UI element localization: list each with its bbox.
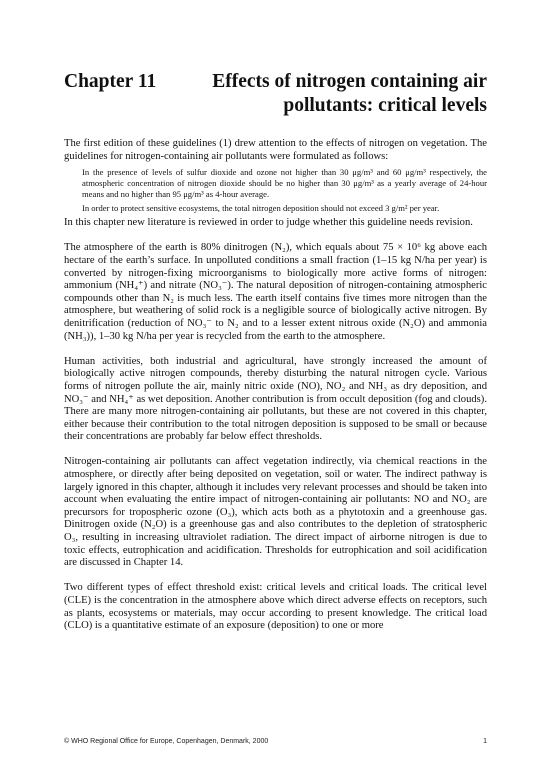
paragraph-thresholds: Two different types of effect threshold exist: critical levels and critical loads. The critical level (CLE) is the concentration in the atmosphere above which direct adverse effects on receptors, such as plants, ecosystems or materials, may occur according to present knowledge. The critical load (CLO) is a quantitative estimate of an exposure (deposition) to one or more [64, 582, 487, 632]
intro-paragraph: The first edition of these guidelines (1) drew attention to the effects of nitrogen on vegetation. The guidelines for nitrogen-containing air pollutants were formulated as follows: [64, 138, 487, 162]
page-number: 1 [483, 738, 487, 745]
paragraph-atmosphere: The atmosphere of the earth is 80% dinitrogen (N₂), which equals about 75 × 10⁶ kg above each hectare of the earth’s surface. In unpolluted conditions a small fraction (1–15 kg N/ha per year) is converted by nitrogen-fixing microorganisms to biologically more active forms of nitrogen: ammonium (NH₄⁺) and nitrate (NO₃⁻). The natural deposition of nitrogen-containing atmospheric compounds other than N₂ is much less. The earth itself contains five times more nitrogen than the atmosphere, but weathering of solid rock is a negligible source of biologically active nitrogen. By denitrification (reduction of NO₃⁻ to N₂ and to a lesser extent nitrous oxide (N₂O) and ammonia (NH₃)), 1–30 kg N/ha per year is recycled from the earth to the atmosphere. [64, 242, 487, 342]
copyright-text: © WHO Regional Office for Europe, Copenhagen, Denmark, 2000 [64, 738, 269, 745]
guideline-quote-no2: In the presence of levels of sulfur dioxide and ozone not higher than 30 μg/m³ and 60 μg/m³ respectively, the atmospheric concentration of nitrogen dioxide should be no higher than 30 μg/m³ as a yearly average of 24-hour means and no higher than 95 μg/m³ as 4-hour average. [82, 167, 487, 200]
chapter-number: Chapter 11 [64, 71, 157, 92]
paragraph-human-activities: Human activities, both industrial and agricultural, have strongly increased the amount of biologically active nitrogen compounds, thereby disturbing the natural nitrogen cycle. Various forms of nitrogen pollute the air, mainly nitric oxide (NO), NO₂ and NH₃ as dry deposition, and NO₃⁻ and NH₄⁺ as wet deposition. Another contribution is from occult deposition (fog and clouds). There are many more nitrogen-containing air pollutants, but these are not covered in this chapter, either because their contribution to the total nitrogen deposition is supposed to be small or because their concentrations are probably far below effect thresholds. [64, 355, 487, 443]
document-body [64, 138, 487, 645]
guideline-quote-deposition: In order to protect sensitive ecosystems, the total nitrogen deposition should not exceed 3 g/m² per year. [82, 203, 440, 214]
page-footer [64, 738, 487, 745]
intro-review-paragraph: In this chapter new literature is reviewed in order to judge whether this guideline needs revision. [64, 217, 473, 229]
guideline-quote [82, 167, 487, 214]
chapter-heading [64, 70, 487, 120]
chapter-title: Effects of nitrogen containing air pollutants: critical levels [212, 71, 487, 116]
paragraph-effects-vegetation: Nitrogen-containing air pollutants can affect vegetation indirectly, via chemical reactions in the atmosphere, or directly after being deposited on vegetation, soil or water. The indirect pathway is largely ignored in this chapter, although it includes very relevant processes and should be taken into account when evaluating the entire impact of nitrogen-containing air pollutants: NO and NO₂ are precursors for tropospheric ozone (O₃), which acts both as a phytotoxin and a greenhouse gas. Dinitrogen oxide (N₂O) is a greenhouse gas and also contributes to the depletion of stratospheric O₃, resulting in increasing ultraviolet radiation. The direct impact of airborne nitrogen is due to toxic effects, eutrophication and acidification. Thresholds for eutrophication and soil acidification are discussed in Chapter 14. [64, 456, 488, 569]
